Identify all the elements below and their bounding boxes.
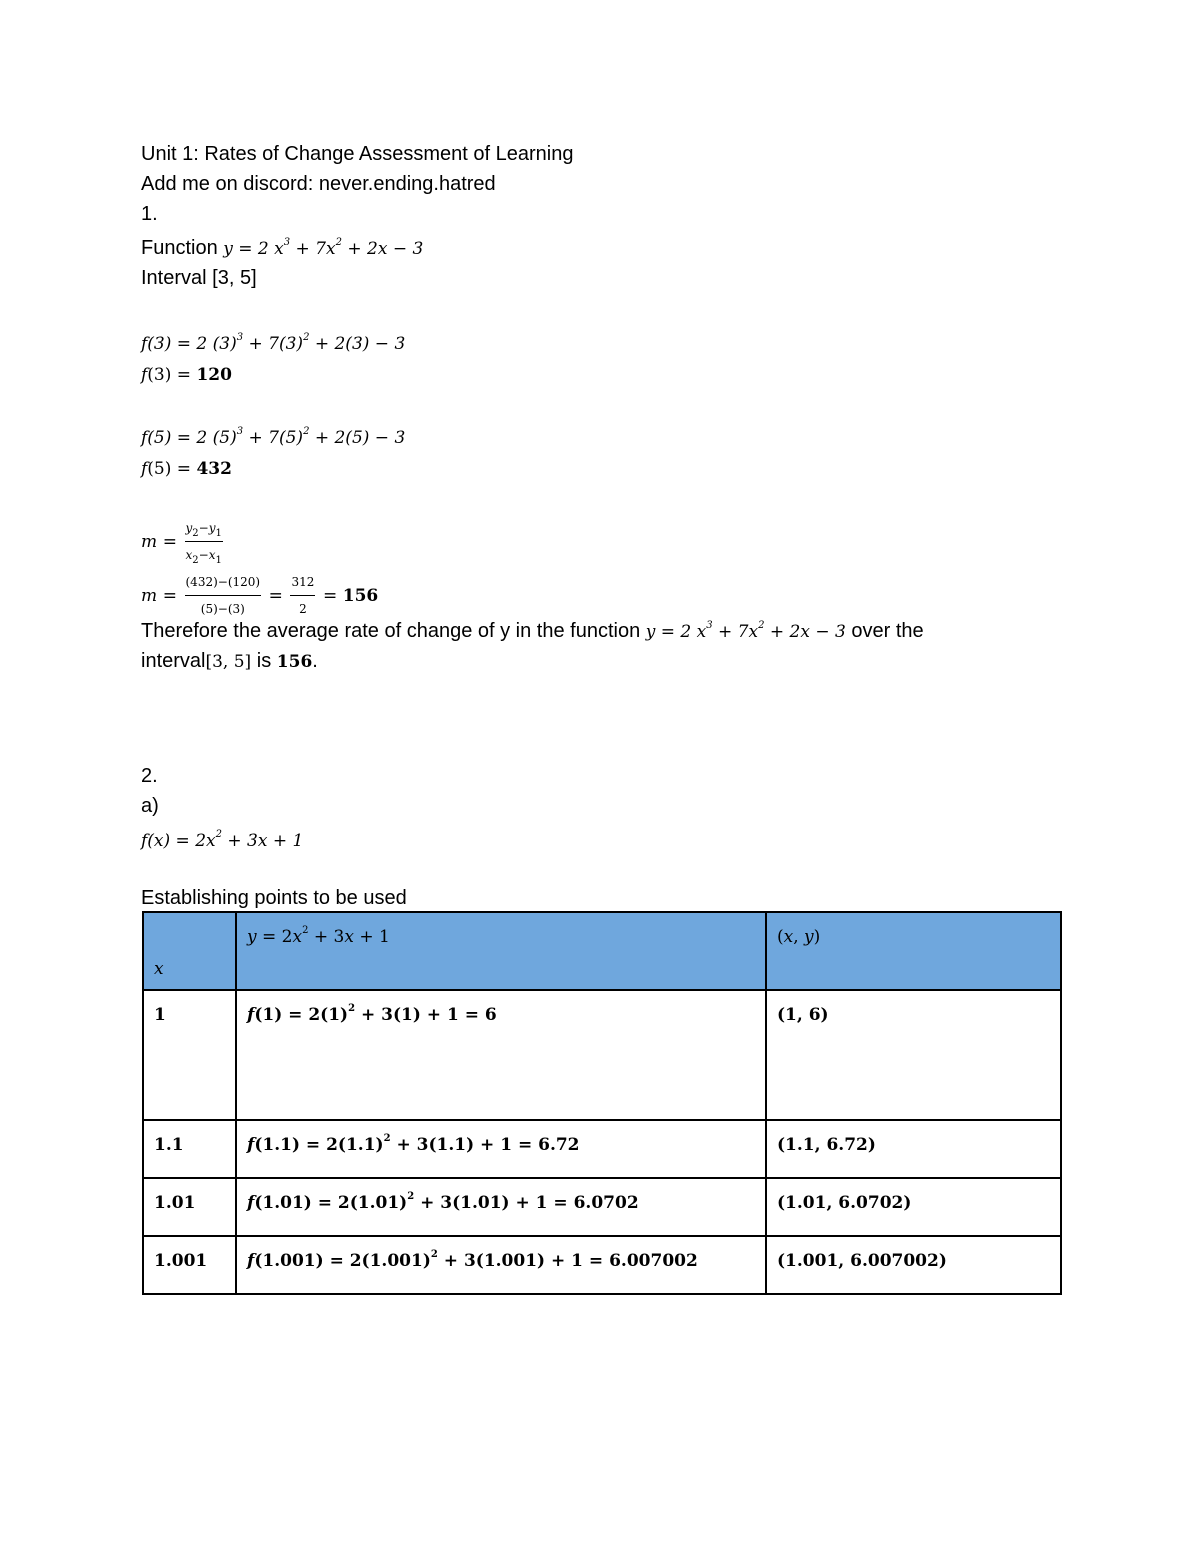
cell-y: $f(1.01) = 2(1.01)^2 + 3(1.01) + 1 = 6.0702$ — [236, 1178, 766, 1236]
q1-conclusion-line2: interval[3, 5] is 156. — [141, 650, 318, 672]
q1-interval-label: Interval — [141, 267, 207, 289]
table-row — [143, 1120, 1061, 1178]
question-1-number: 1. — [141, 203, 158, 225]
q1-conclusion-line1: Therefore the average rate of change of y in the function y = 2 $x^3 + 7x^2 + 2x - 3$ over the — [141, 620, 924, 642]
cell-y: $f(1) = 2(1)^2 + 3(1) + 1 = 6$ — [236, 990, 766, 1120]
header-x: x — [143, 912, 236, 990]
q1-function-label: Function — [141, 237, 218, 259]
cell-point: (1.01, 6.0702) — [766, 1178, 1061, 1236]
page-title: Unit 1: Rates of Change Assessment of Learning — [141, 143, 574, 165]
cell-y: $f(1.1) = 2(1.1)^2 + 3(1.1) + 1 = 6.72$ — [236, 1120, 766, 1178]
table-row — [143, 1178, 1061, 1236]
q1-slope-formula: m = $\frac{y_2-y_1}{x_2-x_1}$ — [141, 516, 225, 567]
q1-interval-value: [3, 5] — [212, 267, 257, 289]
q1-f5-substitution: f(5) = 2 $(5)^3 + 7(5)^2 + 2(5) - 3$ — [141, 426, 406, 448]
table-row — [143, 990, 1061, 1120]
q1-slope-calculation: m = $\frac{(432)-(120)}{(5)-(3)}$ = $\frac{312}{2}$ = 156 — [141, 570, 378, 621]
cell-point: (1, 6) — [766, 990, 1061, 1120]
header-point: (x, y) — [766, 912, 1061, 990]
cell-x: 1.1 — [143, 1120, 236, 1178]
q1-function-line — [141, 236, 423, 261]
q1-f3-substitution: f(3) = 2 $(3)^3 + 7(3)^2 + 2(3) - 3$ — [141, 332, 406, 354]
q2-table-caption: Establishing points to be used — [141, 887, 407, 909]
q2-function-expr: $f(x) = 2x^2 + 3x + 1$ — [141, 829, 304, 851]
table-header-row — [143, 912, 1061, 990]
cell-point: (1.001, 6.007002) — [766, 1236, 1061, 1294]
q1-f3-result: f(3) = 120 — [141, 365, 232, 385]
table-row — [143, 1236, 1061, 1294]
question-2-part: a) — [141, 795, 159, 817]
points-table — [142, 911, 1062, 1295]
header-y: $y = 2x^2 + 3x + 1$ — [236, 912, 766, 990]
cell-point: (1.1, 6.72) — [766, 1120, 1061, 1178]
contact-line: Add me on discord: never.ending.hatred — [141, 173, 496, 195]
q1-interval-line — [141, 266, 257, 290]
question-2-number: 2. — [141, 765, 158, 787]
cell-x: 1.01 — [143, 1178, 236, 1236]
q1-function-expr: y = 2 $x^3 + 7x^2 + 2x - 3$ — [223, 237, 424, 259]
cell-x: 1 — [143, 990, 236, 1120]
q1-f5-result: f(5) = 432 — [141, 459, 232, 479]
cell-y: $f(1.001) = 2(1.001)^2 + 3(1.001) + 1 = 6.007002$ — [236, 1236, 766, 1294]
cell-x: 1.001 — [143, 1236, 236, 1294]
